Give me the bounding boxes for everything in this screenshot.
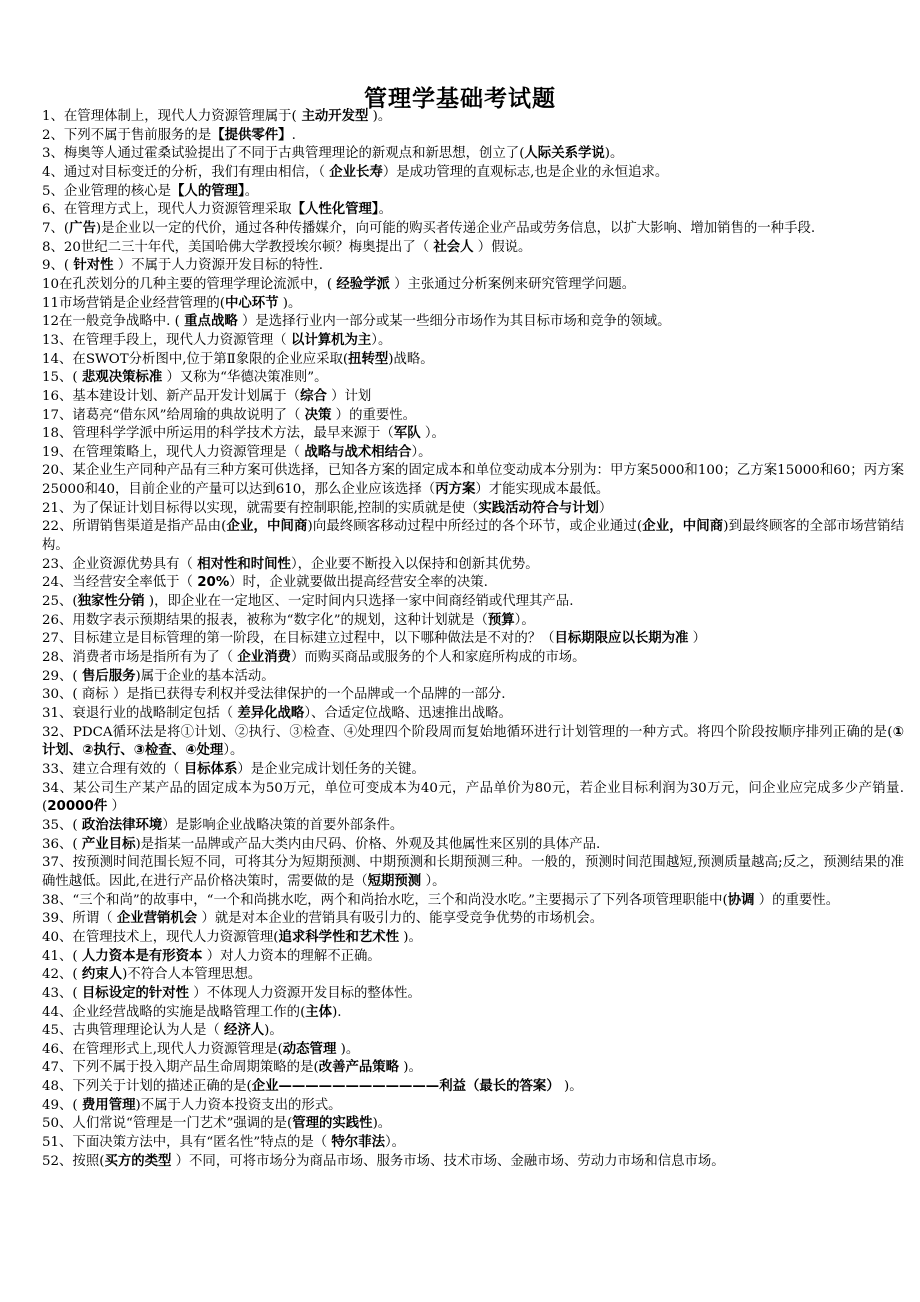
- question-text: ）不体现人力资源开发目标的整体性。: [189, 985, 421, 1001]
- question-item: [42, 630, 904, 649]
- answer-text: 社会人: [433, 239, 474, 255]
- answer-text: 动态管理: [282, 1041, 337, 1057]
- question-text: ）是选择行业内一部分或某一些细分市场作为其目标市场和竞争的领域。: [237, 314, 671, 330]
- question-text: 24、当经营安全率低于（: [42, 575, 198, 591]
- question-item: [42, 817, 904, 836]
- question-item: [42, 276, 904, 295]
- question-text: 50、人们常说“管理是一门艺术”强调的是(: [42, 1116, 293, 1132]
- question-text: 33、建立合理有效的（: [42, 761, 184, 777]
- question-text: ）计划: [326, 388, 372, 404]
- question-item: [42, 127, 904, 146]
- question-item: [42, 500, 904, 519]
- question-text: )。: [372, 1116, 392, 1132]
- question-item: [42, 854, 904, 891]
- page-title: 管理学基础考试题: [364, 86, 556, 112]
- answer-text: 20000件: [47, 799, 108, 815]
- answer-text: 改善产品策略: [318, 1060, 400, 1076]
- question-item: [42, 518, 904, 555]
- question-item: [42, 892, 904, 911]
- answer-text: 战略与战术相结合: [304, 444, 412, 460]
- question-item: [42, 164, 904, 183]
- answer-text: 相对性和时间性: [197, 556, 291, 572]
- question-text: 2、下列不属于售前服务的是: [42, 127, 212, 143]
- question-item: [42, 1041, 904, 1060]
- question-item: [42, 929, 904, 948]
- answer-text: 费用管理: [81, 1097, 136, 1113]
- question-text: 15、(: [42, 370, 82, 386]
- question-text: 10在孔茨划分的几种主要的管理学理论流派中，(: [42, 276, 337, 292]
- question-text: 39、所谓（: [42, 911, 117, 927]
- question-text: 44、企业经营战略的实施是战略管理工作的(: [42, 1004, 306, 1020]
- question-text: ）。: [411, 444, 432, 460]
- question-text: 。: [244, 183, 259, 199]
- question-text: ）时，企业就要做出提高经营安全率的决策.: [229, 575, 488, 591]
- question-item: [42, 761, 904, 780]
- answer-text: 主体: [305, 1004, 333, 1020]
- answer-text: 特尔菲法: [331, 1135, 385, 1151]
- answer-text: 管理的实践性: [292, 1116, 373, 1132]
- question-item: [42, 1097, 904, 1116]
- answer-text: 【提供零件】: [211, 127, 292, 143]
- answer-text: 决策: [304, 407, 332, 423]
- question-text: )。: [336, 1041, 360, 1057]
- question-item: [42, 574, 904, 593]
- question-text: 28、消费者市场是指所有为了（: [42, 650, 238, 666]
- question-item: [42, 257, 904, 276]
- question-item: [42, 593, 904, 612]
- question-text: ）: [598, 500, 613, 516]
- question-text: 17、诸葛亮“借东风”给周瑜的典故说明了（: [42, 407, 305, 423]
- question-text: 23、企业资源优势具有（: [42, 556, 198, 572]
- question-item: [42, 1004, 904, 1023]
- question-item: [42, 462, 904, 499]
- answer-text: 企业，中间商: [226, 519, 308, 535]
- answer-text: 主动开发型: [296, 109, 369, 124]
- answer-text: 企业————————————利益（最长的答案）: [251, 1079, 560, 1095]
- answer-text: 目标设定的针对性: [81, 985, 190, 1001]
- question-item: [42, 1059, 904, 1078]
- question-text: 27、目标建立是目标管理的第一阶段，在目标建立过程中，以下哪种做法是不对的？（: [42, 631, 555, 647]
- question-text: 8、20世纪二三十年代，美国哈佛大学教授埃尔顿？梅奥提出了（: [42, 239, 434, 255]
- question-text: 25、(: [42, 594, 78, 610]
- question-text: 43、(: [42, 985, 82, 1001]
- question-item: [42, 239, 904, 258]
- question-text: ）。: [421, 873, 446, 889]
- question-item: [42, 407, 904, 426]
- answer-text: 预算: [487, 612, 515, 628]
- answer-text: 独家性分销: [77, 594, 145, 610]
- question-text: 45、古典管理理论认为人是（: [42, 1023, 224, 1039]
- question-text: ).: [332, 1004, 342, 1020]
- answer-text: 目标体系: [183, 761, 238, 777]
- question-text: 40、在管理技术上，现代人力资源管理(: [42, 929, 279, 945]
- answer-text: 政治法律环境: [81, 817, 163, 833]
- question-text: ）又称为“华德决策准则”。: [162, 370, 328, 386]
- question-item: [42, 444, 904, 463]
- question-text: 3、梅奥等人通过霍桑试验提出了不同于古典管理理论的新观点和新思想，创立了(: [42, 146, 525, 162]
- question-text: 7、(: [42, 220, 70, 236]
- answer-text: 企业消费: [237, 650, 291, 666]
- question-item: [42, 295, 904, 314]
- question-text: ）、合适定位战略、迅速推出战略。: [304, 706, 512, 721]
- question-text: )，即企业在一定地区、一定时间内只选择一家中间商经销或代理其产品.: [144, 594, 574, 610]
- question-text: )。: [604, 146, 624, 162]
- answer-text: 企业，中间商: [642, 519, 724, 535]
- question-text: )属于企业的基本活动。: [135, 668, 275, 684]
- question-text: )不属于人力资本投资支出的形式。: [135, 1097, 342, 1113]
- question-item: [42, 220, 904, 239]
- answer-text: 实践活动符合与计划: [478, 500, 599, 516]
- question-item: [42, 1153, 904, 1172]
- question-item: [42, 966, 904, 985]
- question-text: 52、按照(: [42, 1153, 105, 1169]
- question-item: [42, 388, 904, 407]
- question-item: [42, 668, 904, 687]
- question-text: ）假说。: [473, 239, 532, 255]
- answer-text: 协调: [727, 892, 755, 908]
- question-text: )。: [399, 929, 422, 945]
- answer-text: 中心环节: [224, 295, 279, 311]
- answer-text: 短期预测: [367, 873, 422, 889]
- question-text: ）不同，可将市场分为商品市场、服务市场、技术市场、金融市场、劳动力市场和信息市场。: [171, 1153, 725, 1169]
- question-text: 46、在管理形式上,现代人力资源管理是(: [42, 1041, 283, 1057]
- question-text: ）是企业完成计划任务的关键。: [237, 761, 425, 777]
- question-item: [42, 425, 904, 444]
- question-text: 30、( 商标 ）是指已获得专利权并受法律保护的一个品牌或一个品牌的一部分.: [42, 687, 506, 703]
- question-text: ）: [107, 799, 125, 815]
- question-text: 51、下面决策方法中，具有“匿名性”特点的是（: [42, 1135, 332, 1151]
- answer-text: 企业长寿: [329, 164, 383, 180]
- question-text: ）。: [514, 612, 535, 628]
- question-text: ）是影响企业战略决策的首要外部条件。: [162, 817, 404, 833]
- question-item: [42, 1022, 904, 1041]
- answer-text: 广告: [69, 220, 96, 236]
- question-text: )向最终顾客移动过程中所经过的各个环节，或企业通过(: [307, 519, 643, 535]
- question-item: [42, 183, 904, 202]
- answer-text: ①计划、②执行、③检查、④处理: [42, 724, 905, 759]
- question-text: 48、下列关于计划的描述正确的是(: [42, 1079, 252, 1095]
- question-item: [42, 985, 904, 1004]
- question-item: [42, 649, 904, 668]
- question-text: 37、按预测时间范围长短不同，可将其分为短期预测、中期预测和长期预测三种。一般的，预测时间范围越短,预测质量越高;反之，预测结果的准确性越低。因此,在进行产品价格决策时，需要做的是（: [42, 855, 904, 889]
- question-text: 36、(: [42, 836, 82, 852]
- question-text: 21、为了保证计划目标得以实现，就需要有控制职能,控制的实质就是使（: [42, 500, 479, 516]
- question-text: ）。: [384, 1135, 406, 1151]
- question-text: 11市场营销是企业经营管理的(: [42, 295, 225, 311]
- answer-text: 企业营销机会: [116, 911, 198, 927]
- question-text: 32、PDCA循环法是将①计划、②执行、③检查、④处理四个阶段周而复始地循环进行计划管理的一种方式。将四个阶段按顺序排列正确的是(: [42, 724, 893, 740]
- question-text: 。: [378, 202, 392, 218]
- question-text: ），企业要不断投入以保持和创新其优势。: [290, 556, 539, 572]
- answer-text: 人际关系学说: [524, 146, 605, 162]
- answer-text: 综合: [300, 388, 327, 404]
- question-text: 38、“三个和尚”的故事中，“一个和尚挑水吃，两个和尚抬水吃，三个和尚没水吃。”主要揭示了下列各项管理职能中(: [42, 892, 728, 908]
- answer-text: 军队: [393, 426, 421, 442]
- question-item: [42, 1115, 904, 1134]
- answer-text: 追求科学性和艺术性: [278, 929, 400, 945]
- question-text: )。: [399, 1060, 422, 1076]
- question-item: [42, 910, 904, 929]
- question-text: )不符合人本管理思想。: [122, 967, 262, 983]
- question-text: 29、(: [42, 668, 82, 684]
- answer-text: 买方的类型: [104, 1153, 172, 1169]
- question-text: 49、(: [42, 1097, 82, 1113]
- question-item: [42, 108, 904, 127]
- question-item: [42, 780, 904, 817]
- question-text: 13、在管理手段上，现代人力资源管理（: [42, 332, 291, 348]
- question-text: ）就是对本企业的营销具有吸引力的、能享受竞争优势的市场机会。: [197, 911, 604, 927]
- question-text: )是指某一品牌或产品大类内由尺码、价格、外观及其他属性来区别的具体产品.: [135, 836, 601, 852]
- answer-text: 目标期限应以长期为准: [554, 631, 689, 647]
- answer-text: 【人性化管理】: [291, 202, 379, 218]
- question-text: ）对人力资本的理解不正确。: [202, 948, 381, 964]
- answer-text: 产业目标: [81, 836, 136, 852]
- question-text: )。: [368, 109, 392, 124]
- question-item: [42, 201, 904, 220]
- question-text: 18、管理科学学派中所运用的科学技术方法，最早来源于（: [42, 426, 394, 442]
- answer-text: 售后服务: [81, 668, 136, 684]
- question-text: 35、(: [42, 817, 82, 833]
- question-text: 4、通过对目标变迁的分析，我们有理由相信，（: [42, 164, 330, 180]
- answer-text: 约束人: [81, 967, 123, 983]
- question-text: .: [291, 127, 296, 143]
- question-text: 26、用数字表示预期结果的报表，被称为“数字化”的规划，这种计划就是（: [42, 612, 488, 628]
- question-text: 31、衰退行业的战略制定包括（: [42, 706, 238, 721]
- answer-text: 丙方案: [435, 482, 476, 498]
- question-text: 9、(: [42, 258, 74, 274]
- question-item: [42, 724, 904, 761]
- question-text: ）: [688, 631, 707, 647]
- answer-text: 悲观决策标准: [81, 370, 163, 386]
- question-text: 5、企业管理的核心是: [42, 183, 172, 199]
- question-text: 41、(: [42, 948, 82, 964]
- question-item: [42, 1078, 904, 1097]
- answer-text: 经验学派: [336, 276, 390, 292]
- question-text: 42、(: [42, 967, 82, 983]
- question-text: ）不属于人力资源开发目标的特性.: [113, 258, 323, 274]
- question-item: [42, 145, 904, 164]
- question-text: )。: [559, 1079, 583, 1095]
- question-text: )。: [278, 295, 302, 311]
- answer-text: 经济人: [223, 1023, 265, 1039]
- question-item: [42, 351, 904, 370]
- question-text: )战略。: [388, 351, 434, 367]
- question-item: [42, 836, 904, 855]
- question-text: ）的重要性。: [331, 407, 417, 423]
- answer-text: 以计算机为主: [290, 332, 372, 348]
- question-text: ）。: [420, 426, 445, 442]
- answer-text: 扭转型: [348, 351, 389, 367]
- answer-text: 针对性: [73, 258, 114, 274]
- question-text: ）而购买商品或服务的个人和家庭所构成的市场。: [290, 650, 586, 666]
- question-item: [42, 705, 904, 724]
- question-item: [42, 556, 904, 575]
- question-item: [42, 686, 904, 705]
- question-text: ）是成功管理的直观标志,也是企业的永恒追求。: [382, 164, 669, 180]
- question-text: )到最终顾客的全部市场营销结构。: [42, 519, 905, 554]
- question-text: 47、下列不属于投入期产品生命周期策略的是(: [42, 1060, 319, 1076]
- answer-text: 【人的管理】: [171, 183, 245, 199]
- question-text: ）。: [371, 332, 392, 348]
- question-text: ）主张通过分析案例来研究管理学问题。: [389, 276, 636, 292]
- question-text: ）。: [223, 743, 244, 759]
- question-text: 16、基本建设计划、新产品开发计划属于（: [42, 388, 301, 404]
- question-item: [42, 332, 904, 351]
- question-text: )是企业以一定的代价，通过各种传播媒介，向可能的购买者传递企业产品或劳务信息，以扩大影响、增加销售的一种手段.: [95, 220, 816, 236]
- question-text: 20、某企业生产同种产品有三种方案可供选择，已知各方案的固定成本和单位变动成本分别为：甲方案5000和100；乙方案15000和60；丙方案25000和40，目前企业的产量可以达到610，那么企业应该选择（: [42, 463, 904, 498]
- question-text: )。: [264, 1023, 283, 1039]
- question-text: 14、在SWOT分析图中,位于第Ⅱ象限的企业应采取(: [42, 351, 349, 367]
- question-list: [42, 108, 904, 1171]
- question-text: 1、在管理体制上，现代人力资源管理属于(: [42, 109, 297, 124]
- question-item: [42, 948, 904, 967]
- answer-text: 人力资本是有形资本: [81, 948, 203, 964]
- question-text: 12在一般竞争战略中. (: [42, 314, 185, 330]
- question-item: [42, 369, 904, 388]
- question-text: ）的重要性。: [754, 892, 840, 908]
- answer-text: 20%: [197, 575, 230, 591]
- question-item: [42, 313, 904, 332]
- question-text: 19、在管理策略上，现代人力资源管理是（: [42, 444, 305, 460]
- question-text: ）才能实现成本最低。: [475, 482, 610, 498]
- question-item: [42, 612, 904, 631]
- answer-text: 重点战略: [184, 314, 238, 330]
- answer-text: 差异化战略: [237, 706, 305, 721]
- question-text: 34、某公司生产某产品的固定成本为50万元，单位可变成本为40元，产品单价为80元，若企业目标利润为30万元，问企业应完成多少产销量. (: [42, 780, 904, 815]
- question-text: 6、在管理方式上，现代人力资源管理采取: [42, 202, 292, 218]
- question-text: 22、所谓销售渠道是指产品由(: [42, 519, 227, 535]
- question-item: [42, 1134, 904, 1153]
